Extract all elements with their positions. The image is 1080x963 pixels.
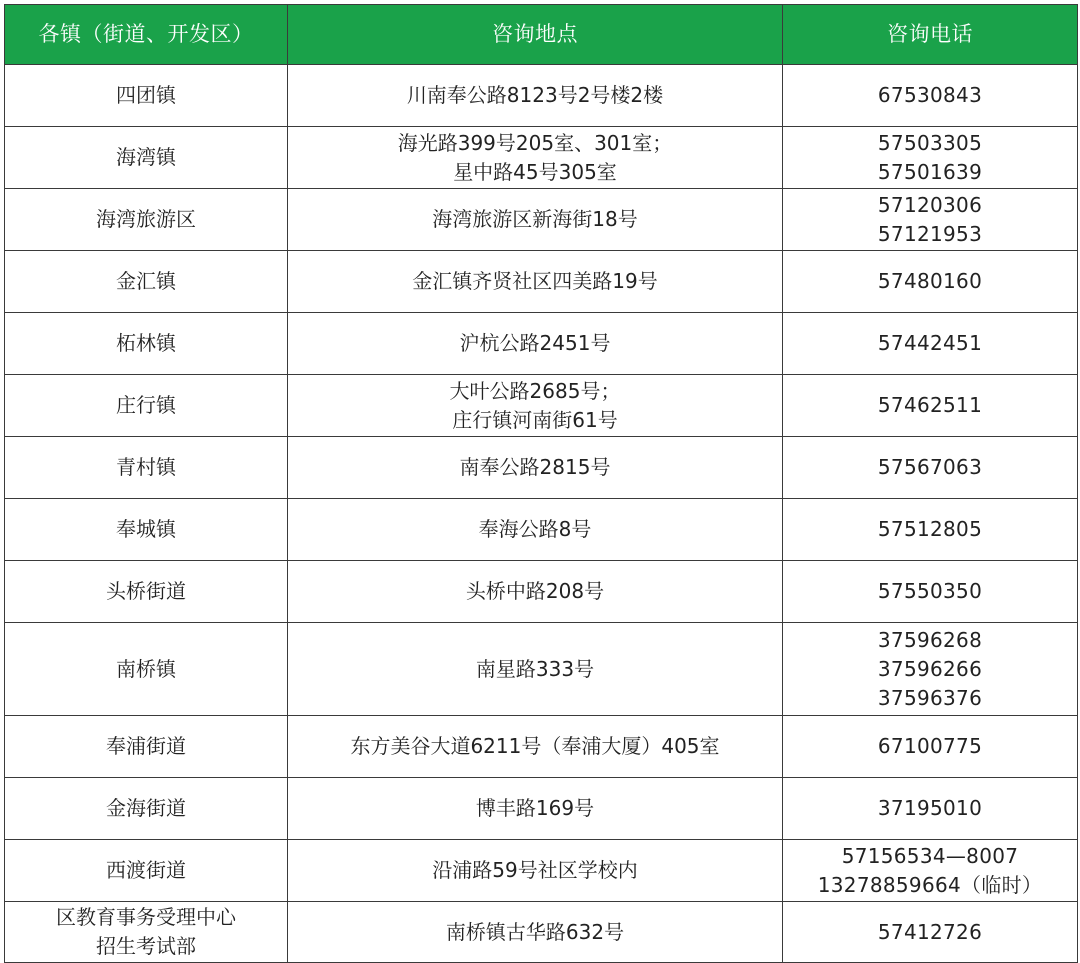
cell-phone-line: 67530843 [877, 83, 983, 107]
cell-address [288, 65, 783, 127]
cell-area-line: 庄行镇 [116, 393, 176, 417]
cell-address-line: 庄行镇河南街61号 [452, 407, 618, 432]
table-row [5, 716, 1078, 778]
cell-address-line: 川南奉公路8123号2号楼2楼 [406, 83, 664, 107]
cell-phone [783, 561, 1078, 623]
cell-area [5, 561, 288, 623]
cell-phone [783, 840, 1078, 902]
cell-address [288, 251, 783, 313]
header-phone: 咨询电话 [783, 5, 1078, 65]
table-row [5, 561, 1078, 623]
cell-phone-line: 57480160 [877, 269, 983, 293]
cell-phone-line: 37195010 [877, 796, 983, 820]
header-area: 各镇（街道、开发区） [5, 5, 288, 65]
cell-address-line: 沪杭公路2451号 [459, 331, 611, 355]
cell-address-line: 海湾旅游区新海街18号 [432, 207, 638, 231]
cell-phone-line: 13278859664（临时） [817, 872, 1043, 897]
cell-area-line: 招生考试部 [96, 934, 196, 958]
cell-address [288, 313, 783, 375]
cell-address-line: 南奉公路2815号 [459, 455, 611, 479]
cell-phone [783, 716, 1078, 778]
cell-area [5, 375, 288, 437]
cell-area-line: 四团镇 [116, 83, 176, 107]
cell-phone [783, 778, 1078, 840]
table-row [5, 189, 1078, 251]
cell-phone-line: 37596376 [877, 685, 983, 710]
cell-phone-line: 57121953 [877, 221, 983, 246]
cell-area [5, 313, 288, 375]
cell-area-line: 金汇镇 [116, 269, 176, 293]
cell-address [288, 375, 783, 437]
cell-address-line: 星中路45号305室 [453, 159, 617, 184]
table-row [5, 778, 1078, 840]
cell-area-line: 青村镇 [116, 455, 176, 479]
cell-phone [783, 499, 1078, 561]
cell-address-line: 海光路399号205室、301室； [397, 130, 673, 155]
cell-address-line: 东方美谷大道6211号（奉浦大厦）405室 [350, 734, 720, 758]
cell-address [288, 499, 783, 561]
table-row [5, 840, 1078, 902]
cell-area [5, 902, 288, 963]
cell-phone-line: 57442451 [877, 331, 983, 355]
cell-phone [783, 375, 1078, 437]
cell-area [5, 65, 288, 127]
cell-address-line: 博丰路169号 [475, 796, 595, 820]
cell-address-line: 奉海公路8号 [478, 517, 592, 541]
cell-phone-line: 57567063 [877, 455, 983, 479]
cell-address [288, 189, 783, 251]
cell-area [5, 189, 288, 251]
cell-address [288, 902, 783, 963]
cell-phone-line: 57412726 [877, 919, 983, 944]
cell-address-line: 大叶公路2685号； [449, 378, 621, 403]
cell-address-line: 南星路333号 [475, 656, 595, 681]
cell-phone [783, 623, 1078, 716]
cell-phone [783, 902, 1078, 963]
cell-area-line: 区教育事务受理中心 [56, 905, 236, 929]
cell-phone [783, 313, 1078, 375]
table-body [5, 65, 1078, 963]
cell-area [5, 778, 288, 840]
cell-address-line: 金汇镇齐贤社区四美路19号 [412, 269, 658, 293]
cell-area-line: 奉浦街道 [106, 734, 186, 758]
cell-phone-line: 57550350 [877, 579, 983, 603]
table-row [5, 65, 1078, 127]
cell-phone [783, 189, 1078, 251]
cell-address [288, 437, 783, 499]
cell-area-line: 南桥镇 [116, 656, 176, 681]
table-row [5, 499, 1078, 561]
consultation-table [4, 4, 1078, 963]
cell-phone-line: 57503305 [877, 130, 983, 155]
cell-area [5, 623, 288, 716]
table-row [5, 623, 1078, 716]
cell-address [288, 127, 783, 189]
cell-phone-line: 57156534—8007 [841, 843, 1019, 868]
cell-phone [783, 127, 1078, 189]
cell-area [5, 499, 288, 561]
table-row [5, 251, 1078, 313]
cell-phone-line: 37596268 [877, 627, 983, 652]
table-header [5, 5, 1078, 65]
header-row [5, 5, 1078, 65]
table-row [5, 437, 1078, 499]
cell-phone [783, 65, 1078, 127]
cell-area-line: 头桥街道 [106, 579, 186, 603]
cell-area-line: 海湾镇 [116, 145, 176, 169]
cell-area [5, 437, 288, 499]
table-row [5, 902, 1078, 963]
cell-address-line: 头桥中路208号 [465, 579, 605, 603]
cell-address-line: 沿浦路59号社区学校内 [432, 858, 638, 882]
cell-address [288, 778, 783, 840]
cell-area [5, 127, 288, 189]
cell-address [288, 561, 783, 623]
cell-area-line: 奉城镇 [116, 517, 176, 541]
cell-area-line: 柘林镇 [116, 331, 176, 355]
cell-address-line: 南桥镇古华路632号 [445, 919, 625, 944]
cell-area-line: 金海街道 [106, 796, 186, 820]
cell-area [5, 251, 288, 313]
cell-phone-line: 57462511 [877, 393, 983, 417]
cell-address [288, 840, 783, 902]
table-row [5, 375, 1078, 437]
cell-area-line: 西渡街道 [106, 858, 186, 882]
cell-phone-line: 67100775 [877, 734, 983, 758]
cell-phone-line: 57501639 [877, 159, 983, 184]
cell-phone-line: 37596266 [877, 656, 983, 681]
table-row [5, 127, 1078, 189]
table-row [5, 313, 1078, 375]
cell-area-line: 海湾旅游区 [96, 207, 196, 231]
cell-address [288, 716, 783, 778]
cell-phone [783, 437, 1078, 499]
header-address: 咨询地点 [288, 5, 783, 65]
cell-phone-line: 57512805 [877, 517, 983, 541]
cell-phone [783, 251, 1078, 313]
cell-phone-line: 57120306 [877, 192, 983, 217]
cell-area [5, 716, 288, 778]
cell-area [5, 840, 288, 902]
cell-address [288, 623, 783, 716]
